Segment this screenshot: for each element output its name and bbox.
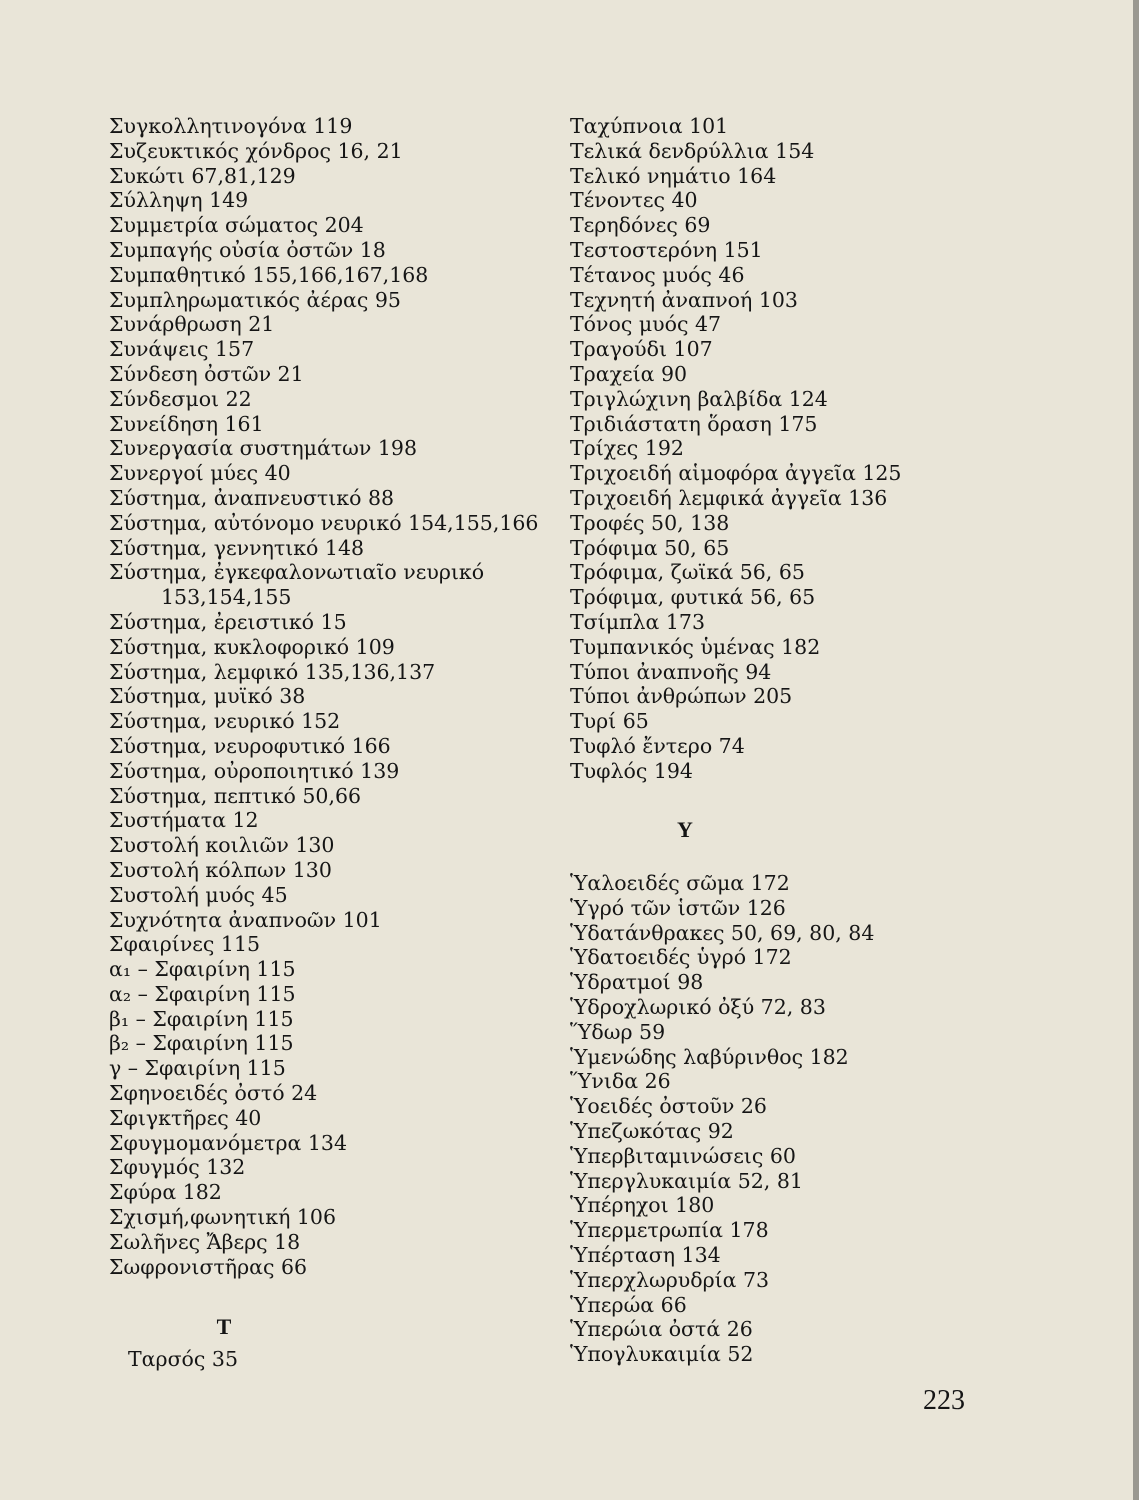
index-entry: Τριγλώχινη βαλβίδα 124 <box>570 386 828 411</box>
index-column-right-y <box>570 871 990 1367</box>
index-entry: Ὑπερμετρωπία 178 <box>570 1218 769 1243</box>
index-entry: Ὑπέρταση 134 <box>570 1242 721 1267</box>
index-entry: Ὕνιδα 26 <box>570 1069 671 1094</box>
index-entry: Συνεργοί μύες 40 <box>109 461 291 486</box>
index-entry: Τρόφιμα 50, 65 <box>570 535 730 560</box>
index-entry: β₂ – Σφαιρίνη 115 <box>109 1031 294 1056</box>
index-entry: Ὑδρατμοί 98 <box>570 970 704 995</box>
index-entry: Ὑπερχλωρυδρία 73 <box>570 1267 770 1292</box>
index-entry: α₁ – Σφαιρίνη 115 <box>109 957 296 982</box>
index-entry: Σωφρονιστῆρας 66 <box>109 1254 308 1279</box>
index-entry: Ὑπερώα 66 <box>570 1292 687 1317</box>
index-entry: Σχισμή,φωνητική 106 <box>109 1205 337 1230</box>
index-entry: Τριδιάστατη ὅραση 175 <box>570 411 818 436</box>
index-entry: Ὑπεζωκότας 92 <box>570 1118 734 1143</box>
index-entry: Ὑπέρηχοι 180 <box>570 1193 715 1218</box>
index-entry: Σύστημα, ἀναπνευστικό 88 <box>109 485 395 510</box>
index-entry: Συγκολλητινογόνα 119 <box>109 114 353 138</box>
index-entry: Σφυγμομανόμετρα 134 <box>109 1130 348 1155</box>
index-list-left-a <box>109 114 549 560</box>
index-entry: Σύλληψη 149 <box>109 188 249 213</box>
index-entry: Τραχεία 90 <box>570 361 688 386</box>
index-entry: α₂ – Σφαιρίνη 115 <box>109 981 296 1006</box>
index-entry: Τσίμπλα 173 <box>570 609 705 634</box>
index-entry: Συστολή κόλπων 130 <box>109 857 332 882</box>
index-entry: Σύστημα, ἐρειστικό 15 <box>109 609 347 634</box>
index-entry: Συνεργασία συστημάτων 198 <box>109 436 417 461</box>
index-entry-wrapped-first: Σύστημα, ἐγκεφαλονωτιαῖο νευρικό <box>109 560 485 585</box>
index-entry: Τρόφιμα, φυτικά 56, 65 <box>570 585 816 610</box>
index-entry: Ὑπεργλυκαιμία 52, 81 <box>570 1168 803 1193</box>
index-entry: Ὑοειδές ὀστοῦν 26 <box>570 1094 767 1119</box>
index-entry: Ὑδροχλωρικό ὀξύ 72, 83 <box>570 994 826 1019</box>
index-entry: Τερηδόνες 69 <box>570 213 711 238</box>
index-entry: Τυφλός 194 <box>570 758 693 783</box>
index-list-right-b <box>570 871 990 1367</box>
index-entry: Τραγούδι 107 <box>570 337 713 362</box>
index-entry: Ὑμενώδης λαβύρινθος 182 <box>570 1044 849 1069</box>
index-column-right <box>570 114 990 784</box>
index-entry-wrapped <box>109 560 549 610</box>
index-entry: Σύνδεσμοι 22 <box>109 386 252 411</box>
index-entry: Τελικά δενδρύλλια 154 <box>570 138 815 163</box>
index-entry: Τριχοειδή λεμφικά ἀγγεῖα 136 <box>570 485 888 510</box>
index-entry: Σφυγμός 132 <box>109 1155 246 1180</box>
index-entry: Συκώτι 67,81,129 <box>109 163 296 188</box>
index-entry: Σύστημα, λεμφικό 135,136,137 <box>109 659 436 684</box>
index-entry: Σφιγκτῆρες 40 <box>109 1105 262 1130</box>
index-entry: Ὑαλοειδές σῶμα 172 <box>570 871 790 895</box>
section-heading-t: Τ <box>216 1314 232 1339</box>
index-list-left-b <box>109 610 549 1280</box>
index-entry: Σύστημα, νευροφυτικό 166 <box>109 733 391 758</box>
index-entry: Συνάψεις 157 <box>109 337 255 362</box>
index-entry: Συστολή κοιλιῶν 130 <box>109 833 335 858</box>
page-edge <box>1133 0 1139 1500</box>
index-entry: Σύστημα, αὐτόνομο νευρικό 154,155,166 <box>109 510 539 535</box>
index-entry: Ὑπερώια ὀστά 26 <box>570 1317 753 1342</box>
page-number: 223 <box>923 1385 965 1416</box>
index-entry: Σφύρα 182 <box>109 1180 222 1205</box>
index-entry: Ὑδατάνθρακες 50, 69, 80, 84 <box>570 920 875 945</box>
index-entry: Σύστημα, οὐροποιητικό 139 <box>109 758 400 783</box>
index-entry: Σωλῆνες Ἄβερς 18 <box>109 1229 301 1254</box>
index-entry: Τρόφιμα, ζωϊκά 56, 65 <box>570 560 805 585</box>
index-entry: Τένοντες 40 <box>570 188 698 213</box>
index-entry: Συχνότητα ἀναπνοῶν 101 <box>109 907 382 932</box>
index-entry: Σύστημα, νευρικό 152 <box>109 709 341 734</box>
index-list-right-a <box>570 114 990 784</box>
index-entry: Τέτανος μυός 46 <box>570 262 745 287</box>
index-column-left <box>109 114 549 1279</box>
index-entry: Συνάρθρωση 21 <box>109 312 275 337</box>
index-entry: Τεστοστερόνη 151 <box>570 237 763 262</box>
index-entry: Σύστημα, πεπτικό 50,66 <box>109 783 362 808</box>
index-entry: Τύποι ἀναπνοῆς 94 <box>570 659 772 684</box>
index-entry: Συμπαγής οὐσία ὀστῶν 18 <box>109 237 386 262</box>
index-entry: Τόνος μυός 47 <box>570 312 722 337</box>
index-entry: Σφηνοειδές ὀστό 24 <box>109 1081 318 1106</box>
index-entry-tarsos: Ταρσός 35 <box>128 1347 238 1371</box>
index-entry: Τυφλό ἔντερο 74 <box>570 733 745 758</box>
index-entry: Συστολή μυός 45 <box>109 882 288 907</box>
index-entry: Σύνδεση ὀστῶν 21 <box>109 361 304 386</box>
index-entry: Τεχνητή ἀναπνοή 103 <box>570 287 798 312</box>
index-entry-wrapped-cont: 153,154,155 <box>161 585 292 610</box>
index-entry: Σύστημα, κυκλοφορικό 109 <box>109 634 395 659</box>
index-entry: Τροφές 50, 138 <box>570 510 730 535</box>
index-entry: Ὑπογλυκαιμία 52 <box>570 1342 754 1367</box>
index-entry: Συμπαθητικό 155,166,167,168 <box>109 262 429 287</box>
index-entry: Τύποι ἀνθρώπων 205 <box>570 684 793 709</box>
index-entry: Τυμπανικός ὑμένας 182 <box>570 634 821 659</box>
index-entry: Τρίχες 192 <box>570 436 684 461</box>
index-entry: Συνείδηση 161 <box>109 411 264 436</box>
index-entry: Σύστημα, μυϊκό 38 <box>109 684 306 709</box>
index-entry: Τελικό νημάτιο 164 <box>570 163 777 188</box>
index-entry: Ταχύπνοια 101 <box>570 114 729 138</box>
index-entry: Ὑδατοειδές ὑγρό 172 <box>570 945 792 970</box>
index-entry: Σφαιρίνες 115 <box>109 932 261 957</box>
index-entry: Συμμετρία σώματος 204 <box>109 213 364 238</box>
index-entry: Ὑγρό τῶν ἱστῶν 126 <box>570 895 786 920</box>
index-entry: Τυρί 65 <box>570 709 649 734</box>
index-entry: Συστήματα 12 <box>109 808 259 833</box>
index-entry: β₁ – Σφαιρίνη 115 <box>109 1006 294 1031</box>
index-entry: γ – Σφαιρίνη 115 <box>109 1056 286 1081</box>
index-entry: Συζευκτικός χόνδρος 16, 21 <box>109 138 403 163</box>
section-heading-y: Υ <box>677 817 693 842</box>
index-entry: Τριχοειδή αἱμοφόρα ἀγγεῖα 125 <box>570 461 902 486</box>
index-entry: Σύστημα, γεννητικό 148 <box>109 535 365 560</box>
index-entry: Συμπληρωματικός ἀέρας 95 <box>109 287 401 312</box>
index-entry: Ὕδωρ 59 <box>570 1019 666 1044</box>
index-entry: Ὑπερβιταμινώσεις 60 <box>570 1143 796 1168</box>
